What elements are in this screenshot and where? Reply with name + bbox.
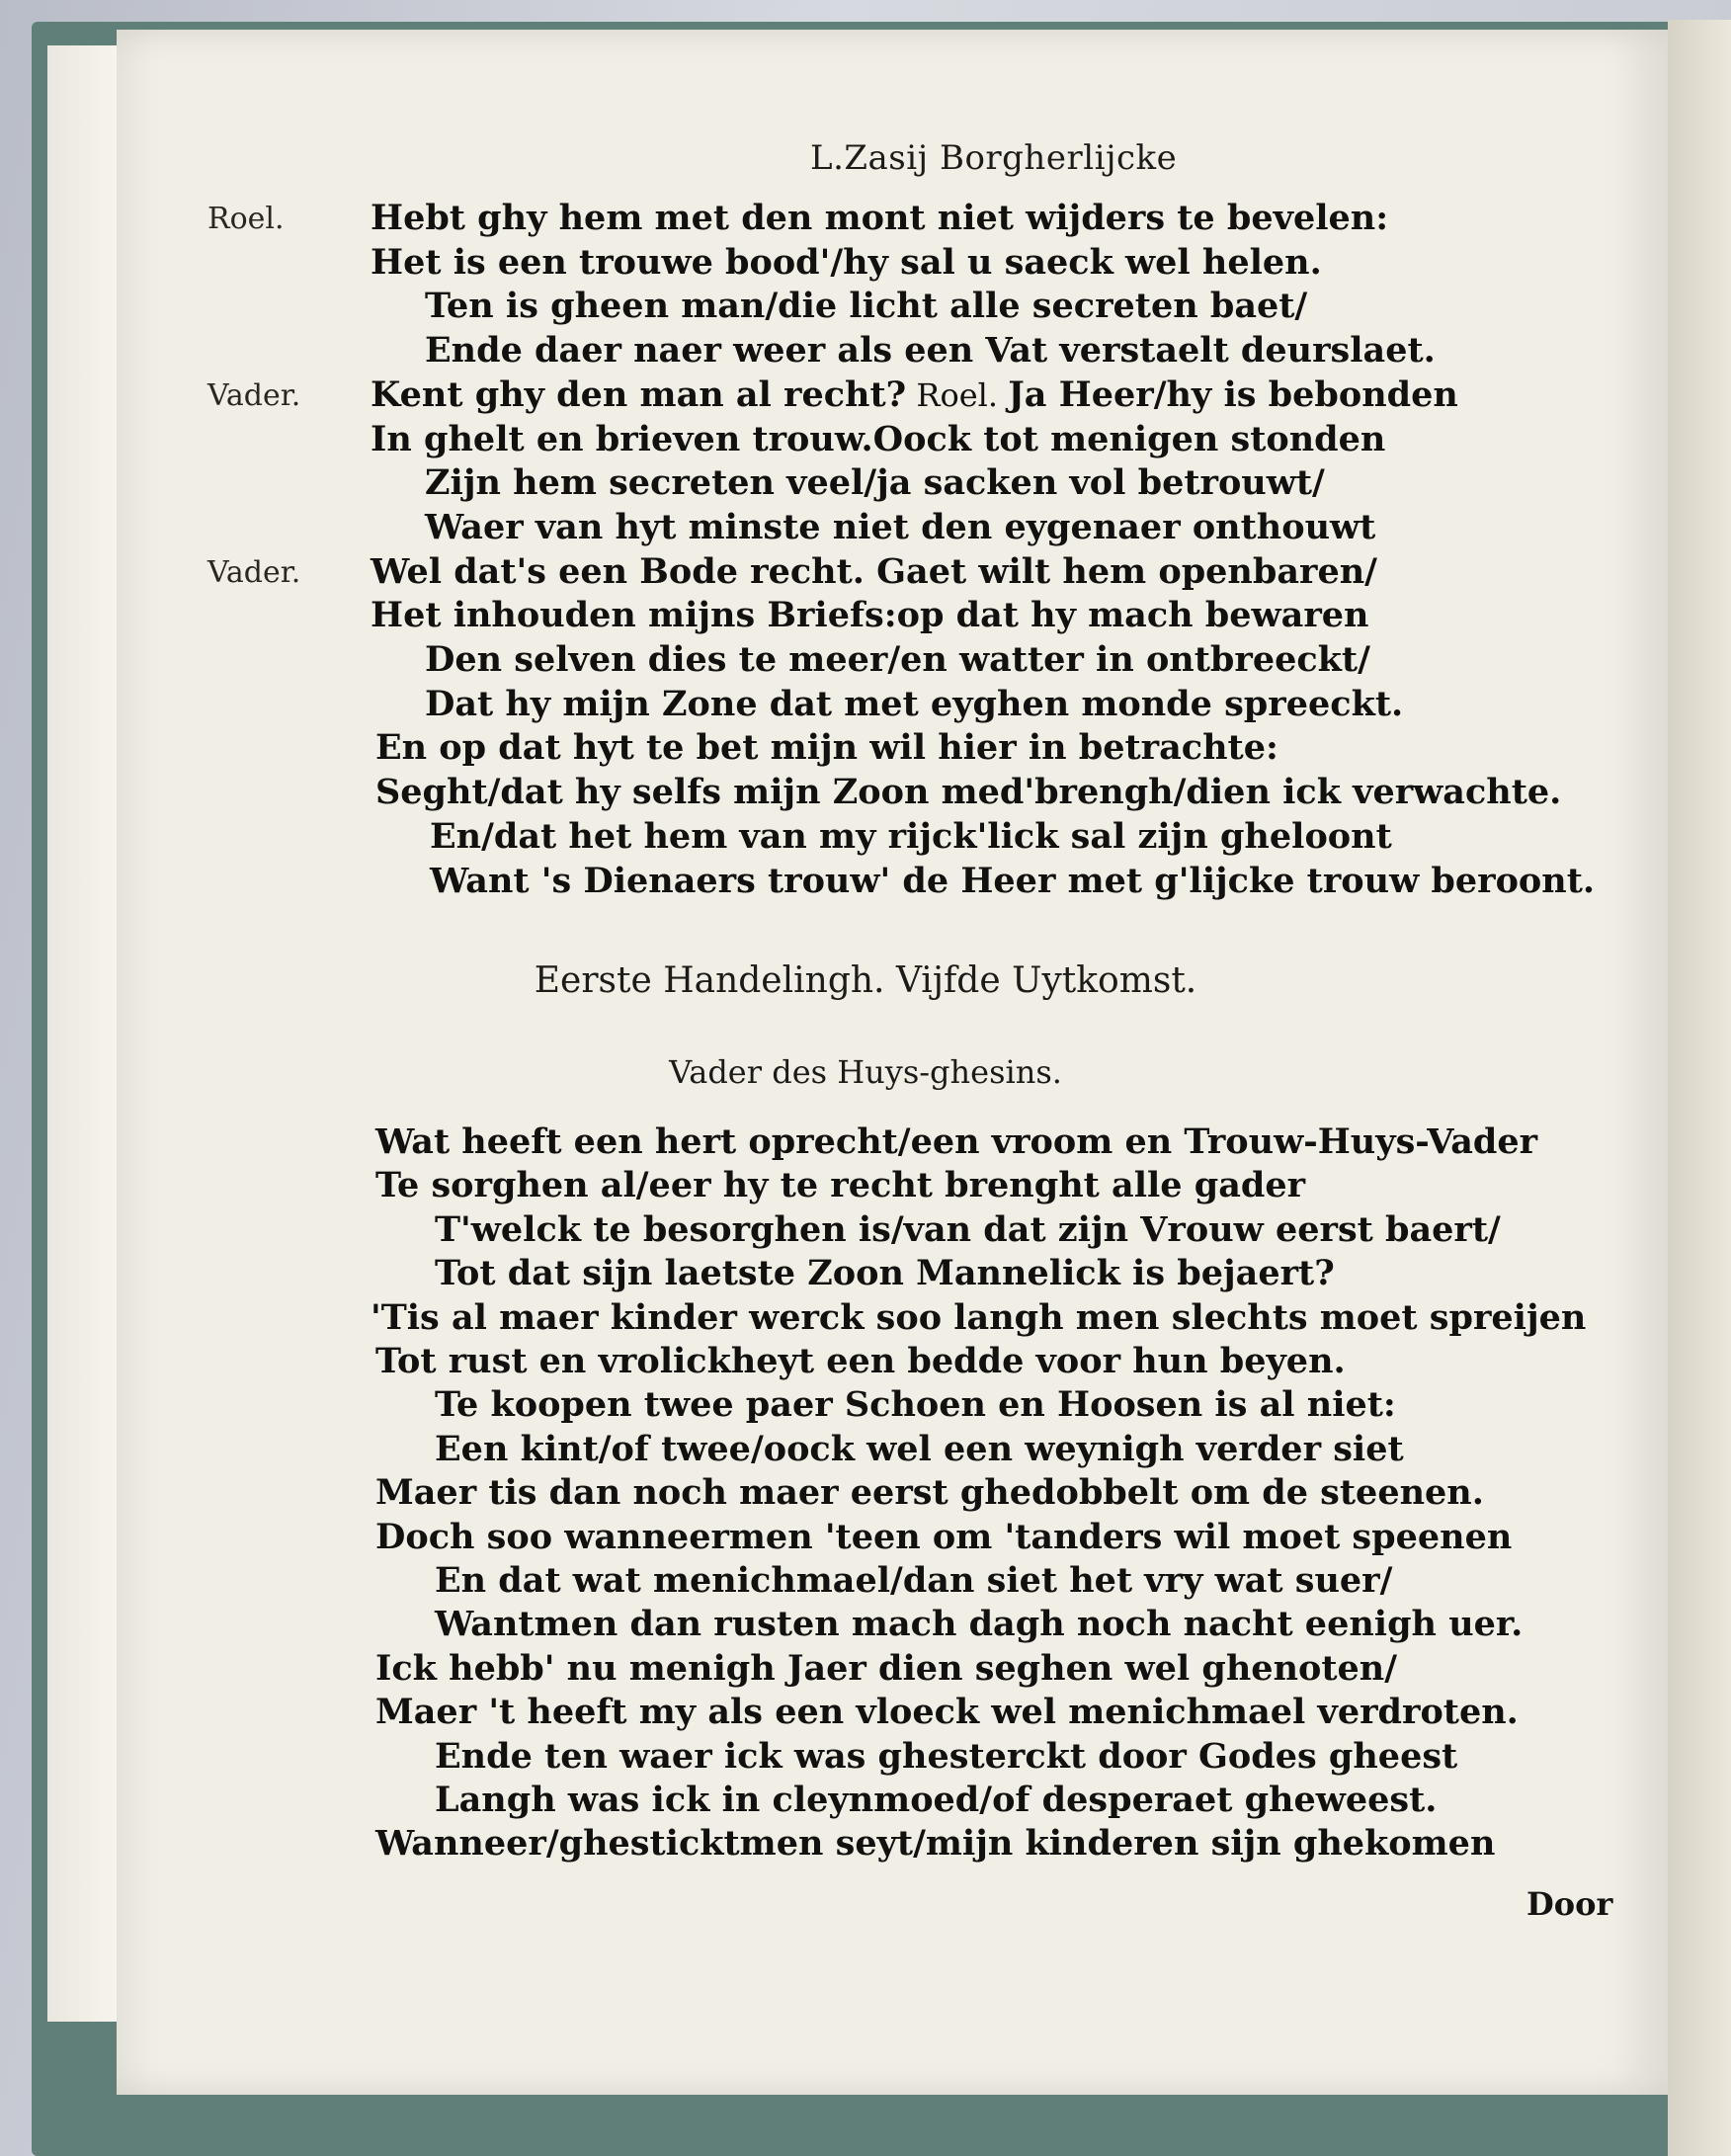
verse-line <box>425 330 1436 371</box>
verse-text: En/dat het hem van my rijck'lick sal zijn gheloont <box>430 815 1392 857</box>
verse-line <box>371 198 1388 238</box>
act-heading: Eerste Handelingh. Vijfde Uytkomst. <box>534 960 1197 1001</box>
verse-line: Doch soo wanneermen 'teen om 'tanders wil moet speenen <box>375 1516 1513 1557</box>
verse-line: Wanneer/ghesticktmen seyt/mijn kinderen sijn ghekomen <box>375 1823 1496 1865</box>
verse-text: Seght/dat hy selfs mijn Zoon med'brengh/dien ick verwachte. <box>375 772 1562 813</box>
verse-line <box>425 507 1375 547</box>
verse-line: En dat wat menichmael/dan siet het vry wat suer/ <box>435 1560 1393 1601</box>
verse-line <box>430 861 1595 901</box>
verse-line <box>425 684 1403 724</box>
verse-line: T'welck te besorghen is/van dat zijn Vrouw eerst baert/ <box>435 1208 1501 1250</box>
verse-line <box>425 286 1307 326</box>
verse-line <box>425 462 1325 503</box>
verse-line <box>425 639 1370 680</box>
verse-line <box>371 242 1322 283</box>
verse-line: 'Tis al maer kinder werck soo langh men slechts moet spreijen <box>371 1296 1587 1338</box>
verse-text: Ende daer naer weer als een Vat verstaelt deurslaet. <box>425 330 1436 372</box>
verse-line <box>430 816 1392 857</box>
verse-line: Maer tis dan noch maer eerst ghedobbelt om de steenen. <box>375 1472 1484 1514</box>
speaker-label: Vader. <box>207 554 301 590</box>
verse-line <box>371 595 1368 635</box>
verse-text: Want 's Dienaers trouw' de Heer met g'lijcke trouw beroont. <box>430 860 1596 901</box>
verse-text: En op dat hyt te bet mijn wil hier in betrachte: <box>375 727 1278 769</box>
verse-line <box>371 551 1377 592</box>
verse-line <box>371 374 1458 415</box>
page-edge-left <box>47 45 117 2022</box>
verse-text: Wel dat's een Bode recht. Gaet wilt hem openbaren/ <box>371 550 1377 592</box>
verse-line <box>371 419 1385 459</box>
catchword: Door <box>1526 1885 1613 1923</box>
running-header: L.Zasij Borgherlijcke <box>810 138 1178 178</box>
speaker-heading: Vader des Huys-ghesins. <box>669 1053 1062 1091</box>
inline-speaker-label: Roel. <box>906 375 1009 414</box>
verse-text: Zijn hem secreten veel/ja sacken vol betrouwt/ <box>425 462 1325 504</box>
speaker-label: Vader. <box>207 377 301 413</box>
verse-text: Kent ghy den man al recht? <box>371 373 907 415</box>
verse-text: Dat hy mijn Zone dat met eyghen monde spreeckt. <box>425 683 1404 724</box>
verse-line: Wantmen dan rusten mach dagh noch nacht eenigh uer. <box>435 1604 1524 1645</box>
verse-text: In ghelt en brieven trouw.Oock tot menigen stonden <box>371 418 1386 459</box>
speaker-label: Roel. <box>207 202 285 236</box>
verse-line <box>375 727 1278 768</box>
verse-text-continued: Ja Heer/hy is bebonden <box>1008 373 1458 415</box>
verse-text: Het is een trouwe bood'/hy sal u saeck wel helen. <box>371 241 1322 283</box>
verse-line: Een kint/of twee/oock wel een weynigh verder siet <box>435 1428 1404 1469</box>
verse-line: Tot rust en vrolickheyt een bedde voor hun beyen. <box>375 1341 1346 1381</box>
verse-line: Ende ten waer ick was ghesterckt door Godes gheest <box>435 1735 1458 1777</box>
verse-line: Tot dat sijn laetste Zoon Mannelick is bejaert? <box>435 1253 1335 1294</box>
verse-line: Wat heeft een hert oprecht/een vroom en Trouw-Huys-Vader <box>375 1121 1538 1162</box>
verse-text: Het inhouden mijns Briefs:op dat hy mach bewaren <box>371 595 1369 636</box>
verse-line: Te sorghen al/eer hy te recht brenght alle gader <box>375 1165 1306 1206</box>
verse-line: Te koopen twee paer Schoen en Hoosen is al niet: <box>435 1384 1396 1426</box>
verse-line: Ick hebb' nu menigh Jaer dien seghen wel ghenoten/ <box>375 1647 1398 1689</box>
verse-line: Maer 't heeft my als een vloeck wel menichmael verdroten. <box>375 1692 1519 1733</box>
verse-line: Langh was ick in cleynmoed/of desperaet gheweest. <box>435 1780 1438 1820</box>
verse-text: Den selven dies te meer/en watter in ontbreeckt/ <box>425 639 1370 680</box>
verse-text: Ten is gheen man/die licht alle secreten baet/ <box>425 286 1308 327</box>
verse-line <box>375 772 1561 812</box>
verse-text: Hebt ghy hem met den mont niet wijders te bevelen: <box>371 198 1389 238</box>
verse-text: Waer van hyt minste niet den eygenaer onthouwt <box>425 506 1376 547</box>
